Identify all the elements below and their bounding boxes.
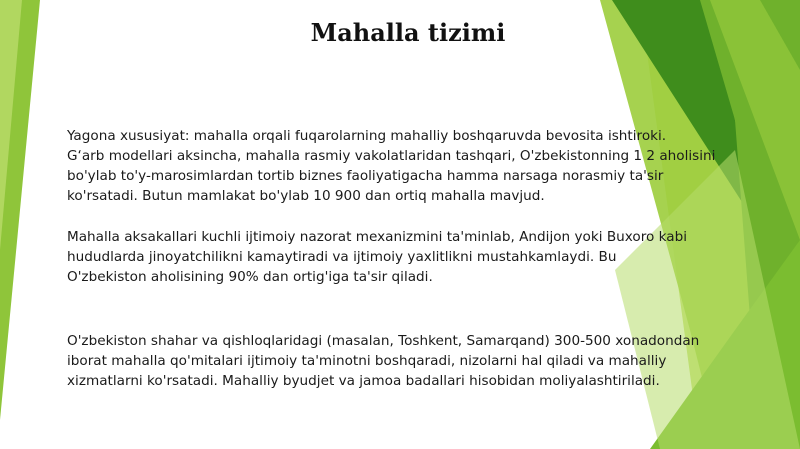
paragraph-1-line-2: G‘arb modellari aksincha, mahalla rasmiy vakolatlaridan tashqari, O'zbekistonning 1 2 aholisini (67, 148, 716, 164)
paragraph-1-line-3: bo'ylab to'y-marosimlardan tortib biznes faoliyatigacha hamma narsaga norasmiy ta'sir (67, 168, 664, 184)
paragraph-1 (67, 126, 767, 206)
paragraph-1-line-4: ko'rsatadi. Butun mamlakat bo'ylab 10 900 dan ortiq mahalla mavjud. (67, 188, 545, 204)
paragraph-2-line-1: Mahalla aksakallari kuchli ijtimoiy nazorat mexanizmini ta'minlab, Andijon yoki Buxoro kabi (67, 229, 687, 245)
paragraph-3-line-1: O'zbekiston shahar va qishloqlaridagi (masalan, Toshkent, Samarqand) 300-500 xonadondan (67, 333, 700, 349)
slide-title: Mahalla tizimi (310, 18, 506, 47)
paragraph-3 (67, 331, 767, 391)
paragraph-2-line-2: hududlarda jinoyatchilikni kamaytiradi va ijtimoiy yaxlitlikni mustahkamlaydi. Bu (67, 249, 617, 265)
paragraph-3-line-2: iborat mahalla qo'mitalari ijtimoiy ta'minotni boshqaradi, nizolarni hal qiladi va mahalliy (67, 353, 667, 369)
paragraph-3-line-3: xizmatlarni ko'rsatadi. Mahalliy byudjet va jamoa badallari hisobidan moliyalashtiriladi. (67, 373, 660, 389)
paragraph-2 (67, 227, 767, 287)
paragraph-1-line-1: Yagona xususiyat: mahalla orqali fuqarolarning mahalliy boshqaruvda bevosita ishtiroki. (67, 128, 667, 144)
paragraph-2-line-3: O'zbekiston aholisining 90% dan ortig'iga ta'sir qiladi. (67, 269, 433, 285)
